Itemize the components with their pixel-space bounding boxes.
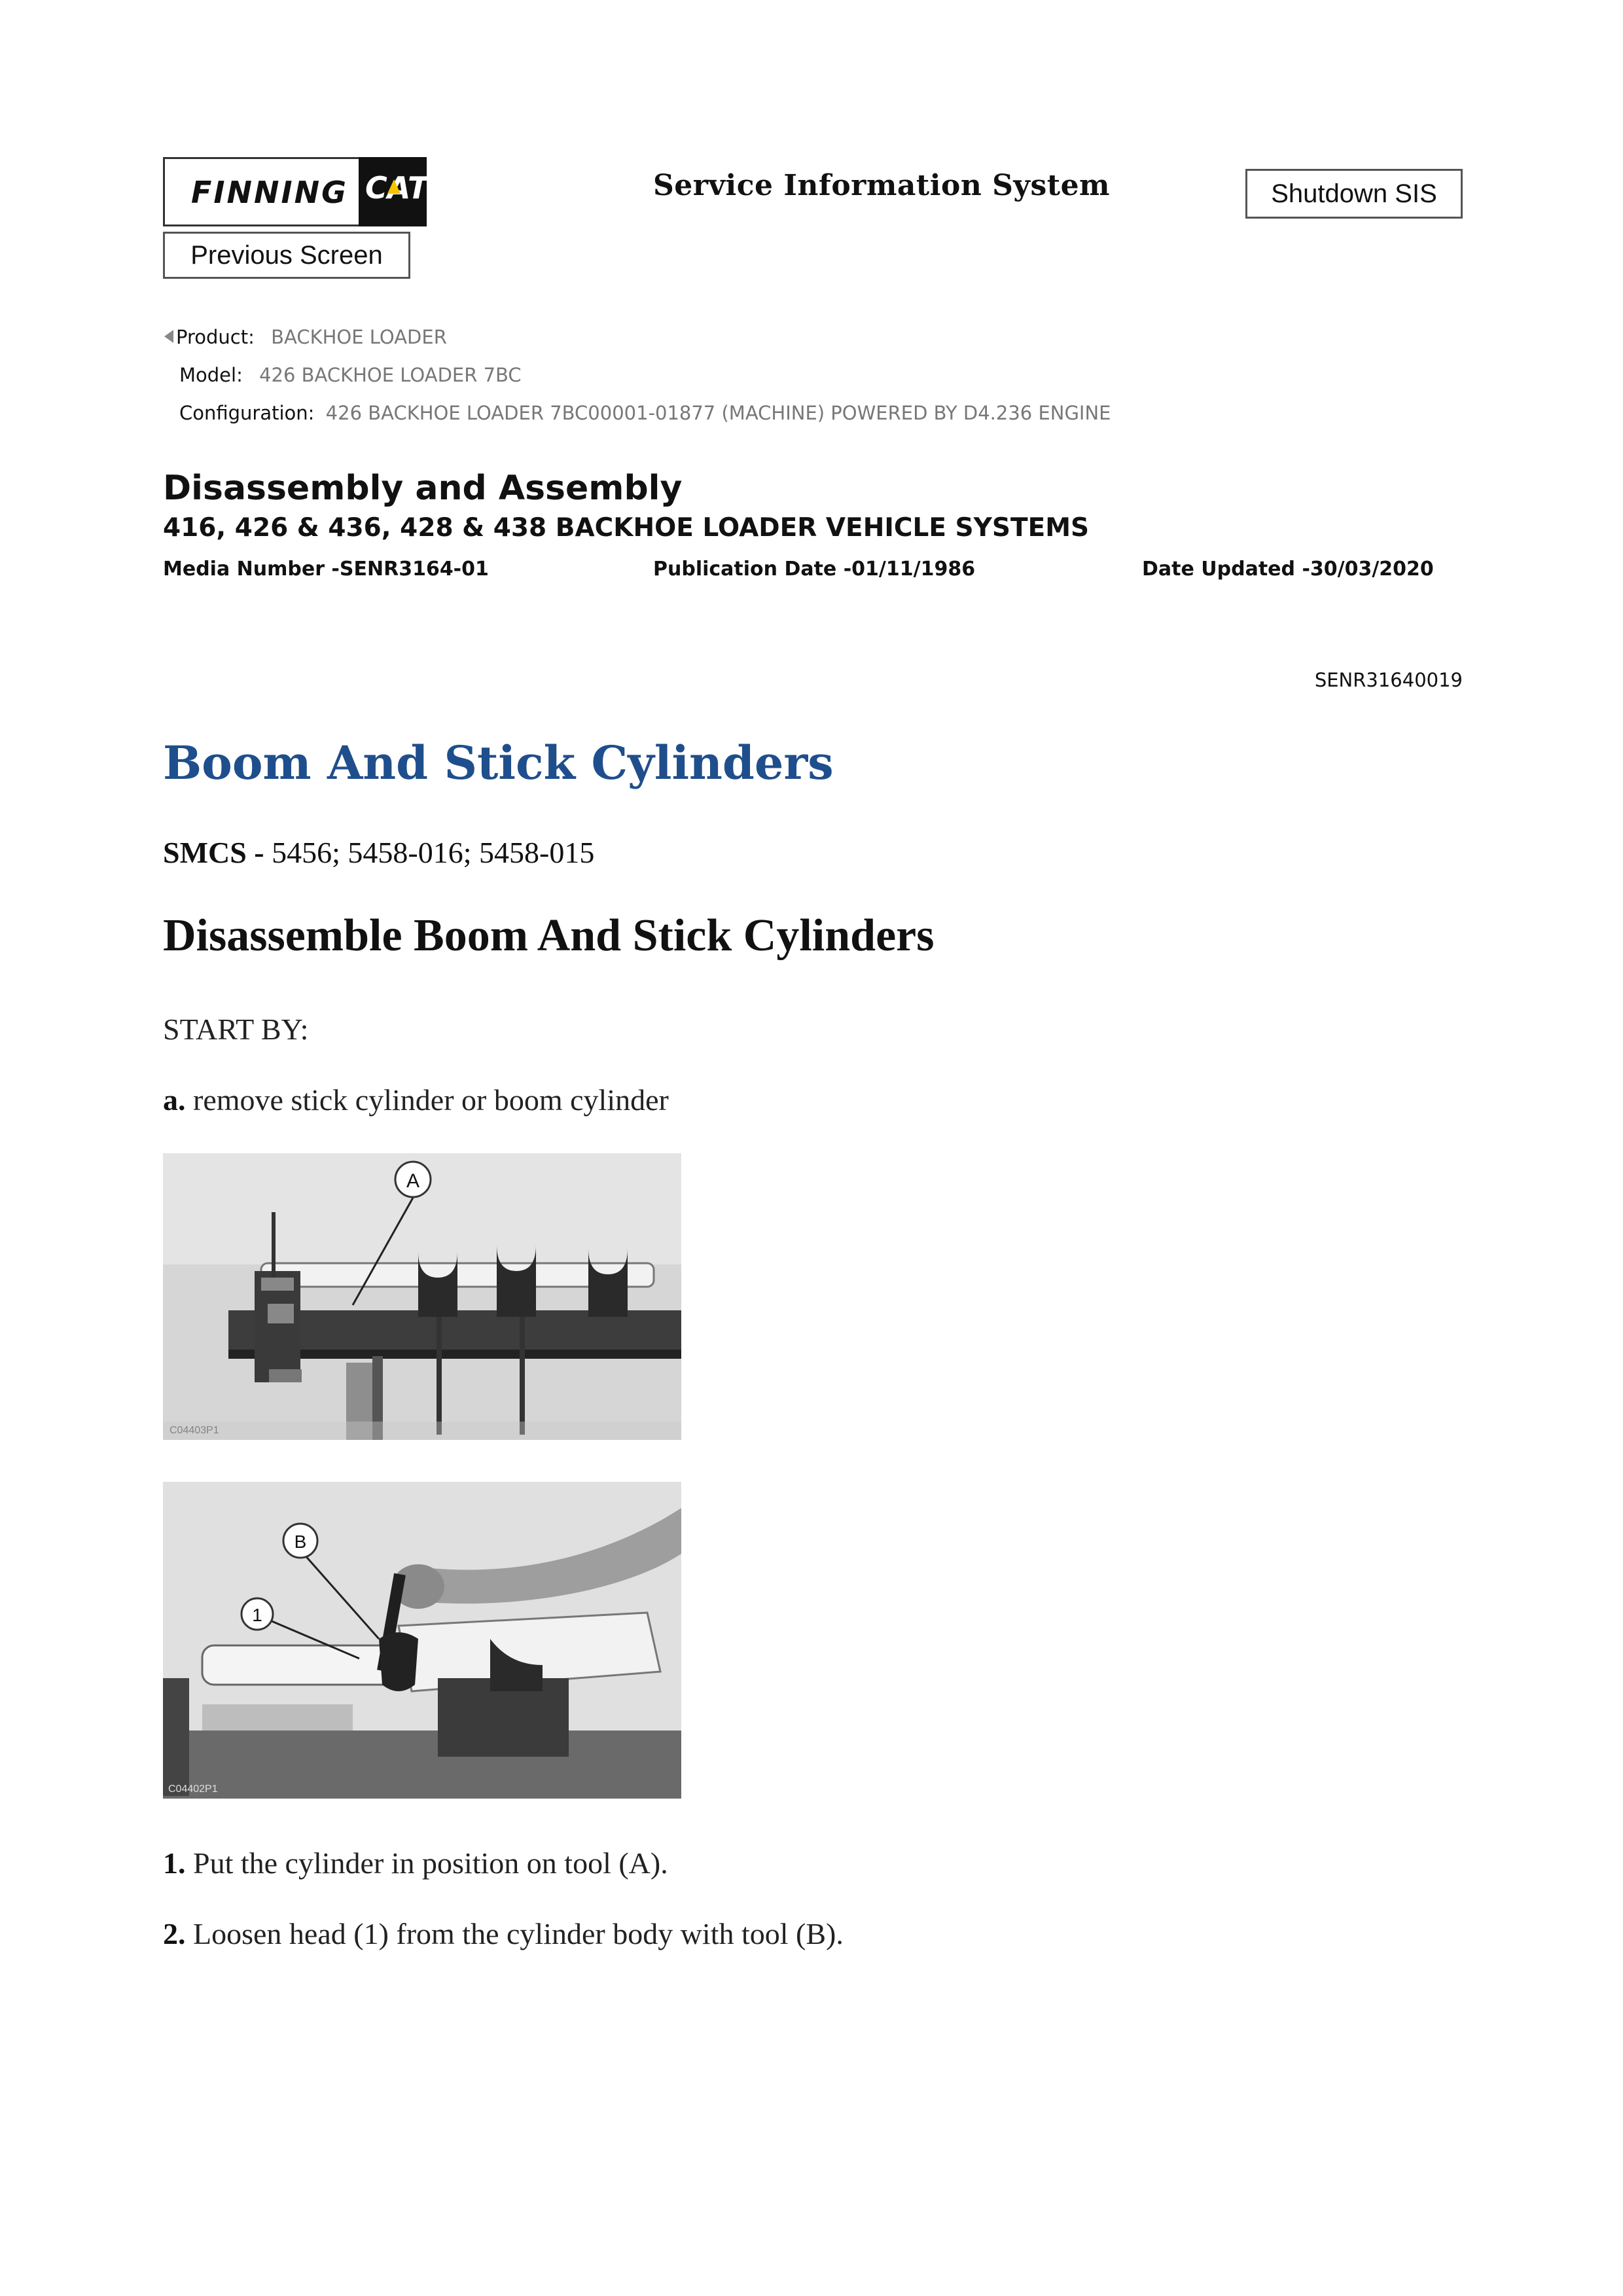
section-title: Disassemble Boom And Stick Cylinders: [163, 910, 935, 961]
model-label: Model:: [179, 364, 243, 386]
step-a: [163, 1083, 669, 1117]
figure-2-illustration: [163, 1482, 681, 1799]
step-2-text: Loosen head (1) from the cylinder body with tool (B).: [185, 1917, 844, 1950]
previous-screen-button[interactable]: Previous Screen: [163, 232, 410, 279]
document-id: SENR31640019: [1314, 669, 1463, 691]
publication-date: Publication Date -01/11/1986: [653, 558, 976, 581]
manual-subtitle: 416, 426 & 436, 428 & 438 BACKHOE LOADER VEHICLE SYSTEMS: [163, 513, 1090, 543]
figure-2-photo: [163, 1482, 681, 1799]
media-number: Media Number -SENR3164-01: [163, 558, 489, 581]
page-title: Boom And Stick Cylinders: [163, 736, 834, 790]
product-value: BACKHOE LOADER: [271, 326, 447, 348]
manual-title: Disassembly and Assembly: [163, 469, 683, 508]
date-updated: Date Updated -30/03/2020: [1142, 558, 1434, 581]
step-2: [163, 1916, 844, 1951]
step-a-label: a.: [163, 1083, 186, 1117]
product-row: [167, 326, 447, 348]
model-value: 426 BACKHOE LOADER 7BC: [259, 364, 522, 386]
step-a-text: remove stick cylinder or boom cylinder: [185, 1083, 669, 1117]
finning-cat-logo: [163, 157, 427, 226]
shutdown-sis-button[interactable]: Shutdown SIS: [1245, 169, 1463, 219]
step-1-text: Put the cylinder in position on tool (A).: [185, 1846, 668, 1880]
step-2-label: 2.: [163, 1917, 186, 1950]
cat-logo: [359, 157, 427, 226]
callout-1-label: 1: [252, 1605, 262, 1625]
callout-b-label: B: [294, 1532, 307, 1552]
smcs-line: [163, 835, 594, 870]
figure-1-photo: [163, 1153, 681, 1440]
back-arrow-icon[interactable]: [164, 330, 173, 343]
callout-a-label: A: [406, 1170, 420, 1192]
configuration-value: 426 BACKHOE LOADER 7BC00001-01877 (MACHINE) POWERED BY D4.236 ENGINE: [325, 402, 1111, 424]
step-1: [163, 1846, 668, 1880]
cat-triangle-icon: [387, 179, 401, 194]
configuration-label: Configuration:: [179, 402, 315, 424]
cat-logo-text: CAT: [365, 170, 429, 206]
model-row: [179, 364, 522, 386]
figure-1-illustration: [163, 1153, 681, 1440]
start-by: START BY:: [163, 1013, 309, 1046]
configuration-row: [179, 402, 1111, 424]
system-title: Service Information System: [653, 169, 1111, 202]
figure-1-caption: C04403P1: [169, 1425, 219, 1436]
product-label: Product:: [176, 326, 255, 348]
smcs-codes: 5456; 5458-016; 5458-015: [264, 836, 595, 869]
finning-logo-text: FINNING: [191, 175, 348, 210]
step-1-label: 1.: [163, 1846, 186, 1880]
figure-2-caption: C04402P1: [168, 1784, 218, 1795]
smcs-label: SMCS -: [163, 836, 264, 869]
